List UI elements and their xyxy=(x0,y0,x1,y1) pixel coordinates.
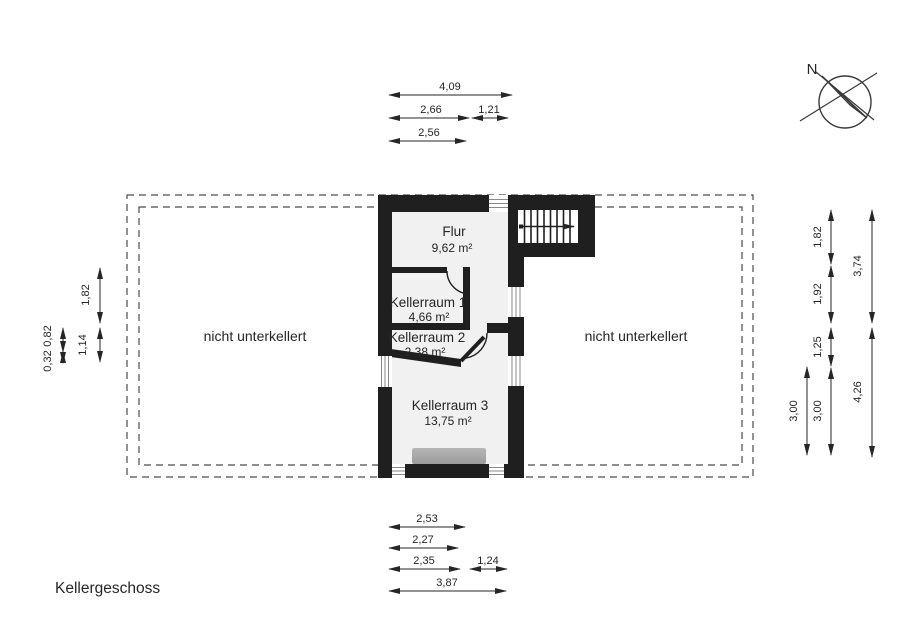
dim-right-mid-300: 3,00 xyxy=(812,400,824,422)
dim-bottom-387: 3,87 xyxy=(436,577,458,589)
compass-circle xyxy=(819,76,871,128)
dimensions-top xyxy=(389,81,512,141)
zone-label-left: nicht unterkellert xyxy=(203,328,307,344)
dimensions-bottom xyxy=(389,513,507,591)
room-area-kellerraum1: 4,66 m² xyxy=(408,310,450,324)
room-name-kellerraum1: Kellerraum 1 xyxy=(389,295,467,310)
dim-left-032: 0,32 xyxy=(42,350,54,372)
dim-bottom-235: 2,35 xyxy=(413,555,435,567)
dim-right-mid-192: 1,92 xyxy=(812,283,824,305)
dim-top-256: 2,56 xyxy=(418,127,440,139)
room-name-kellerraum3: Kellerraum 3 xyxy=(411,398,489,413)
compass-cross-line-1 xyxy=(800,73,877,121)
window-bottom-right xyxy=(489,464,504,478)
dimensions-left xyxy=(42,268,100,372)
wall-right xyxy=(508,212,524,478)
window-left xyxy=(378,356,392,387)
dim-left-082: 0,82 xyxy=(42,325,54,347)
page-title: Kellergeschoss xyxy=(55,580,161,597)
partition-k1-k2 xyxy=(392,323,470,330)
dim-bottom-124: 1,24 xyxy=(477,555,499,567)
dim-right-inner-300: 3,00 xyxy=(788,400,800,422)
dim-left-114: 1,14 xyxy=(77,334,89,356)
compass xyxy=(800,61,877,128)
dim-bottom-227: 2,27 xyxy=(412,534,434,546)
window-top xyxy=(489,195,508,212)
room-area-flur: 9,62 m² xyxy=(431,241,473,255)
window-right-lower xyxy=(508,356,524,386)
wall-stub xyxy=(487,323,508,333)
partition-flur-k1 xyxy=(392,267,447,273)
window-right-upper xyxy=(508,287,524,317)
light-well xyxy=(412,448,486,464)
zone-label-right: nicht unterkellert xyxy=(584,328,688,344)
dim-right-mid-125: 1,25 xyxy=(812,336,824,358)
room-name-flur: Flur xyxy=(442,224,466,239)
north-label: N xyxy=(806,61,818,78)
dim-top-266: 2,66 xyxy=(420,104,442,116)
staircase xyxy=(518,210,578,243)
dim-top-409: 4,09 xyxy=(439,81,461,93)
dim-right-outer-374: 3,74 xyxy=(852,255,864,277)
room-name-kellerraum2: Kellerraum 2 xyxy=(388,330,466,345)
room-area-kellerraum2: 2,38 m² xyxy=(404,345,446,359)
room-area-kellerraum3: 13,75 m² xyxy=(424,414,472,428)
dim-left-182: 1,82 xyxy=(80,284,92,306)
dim-right-mid-182: 1,82 xyxy=(812,226,824,248)
window-bottom-left xyxy=(392,464,405,478)
dim-bottom-253: 2,53 xyxy=(416,513,438,525)
dimensions-right xyxy=(788,210,872,457)
dim-right-outer-426: 4,26 xyxy=(852,381,864,403)
dim-top-121: 1,21 xyxy=(478,104,500,116)
